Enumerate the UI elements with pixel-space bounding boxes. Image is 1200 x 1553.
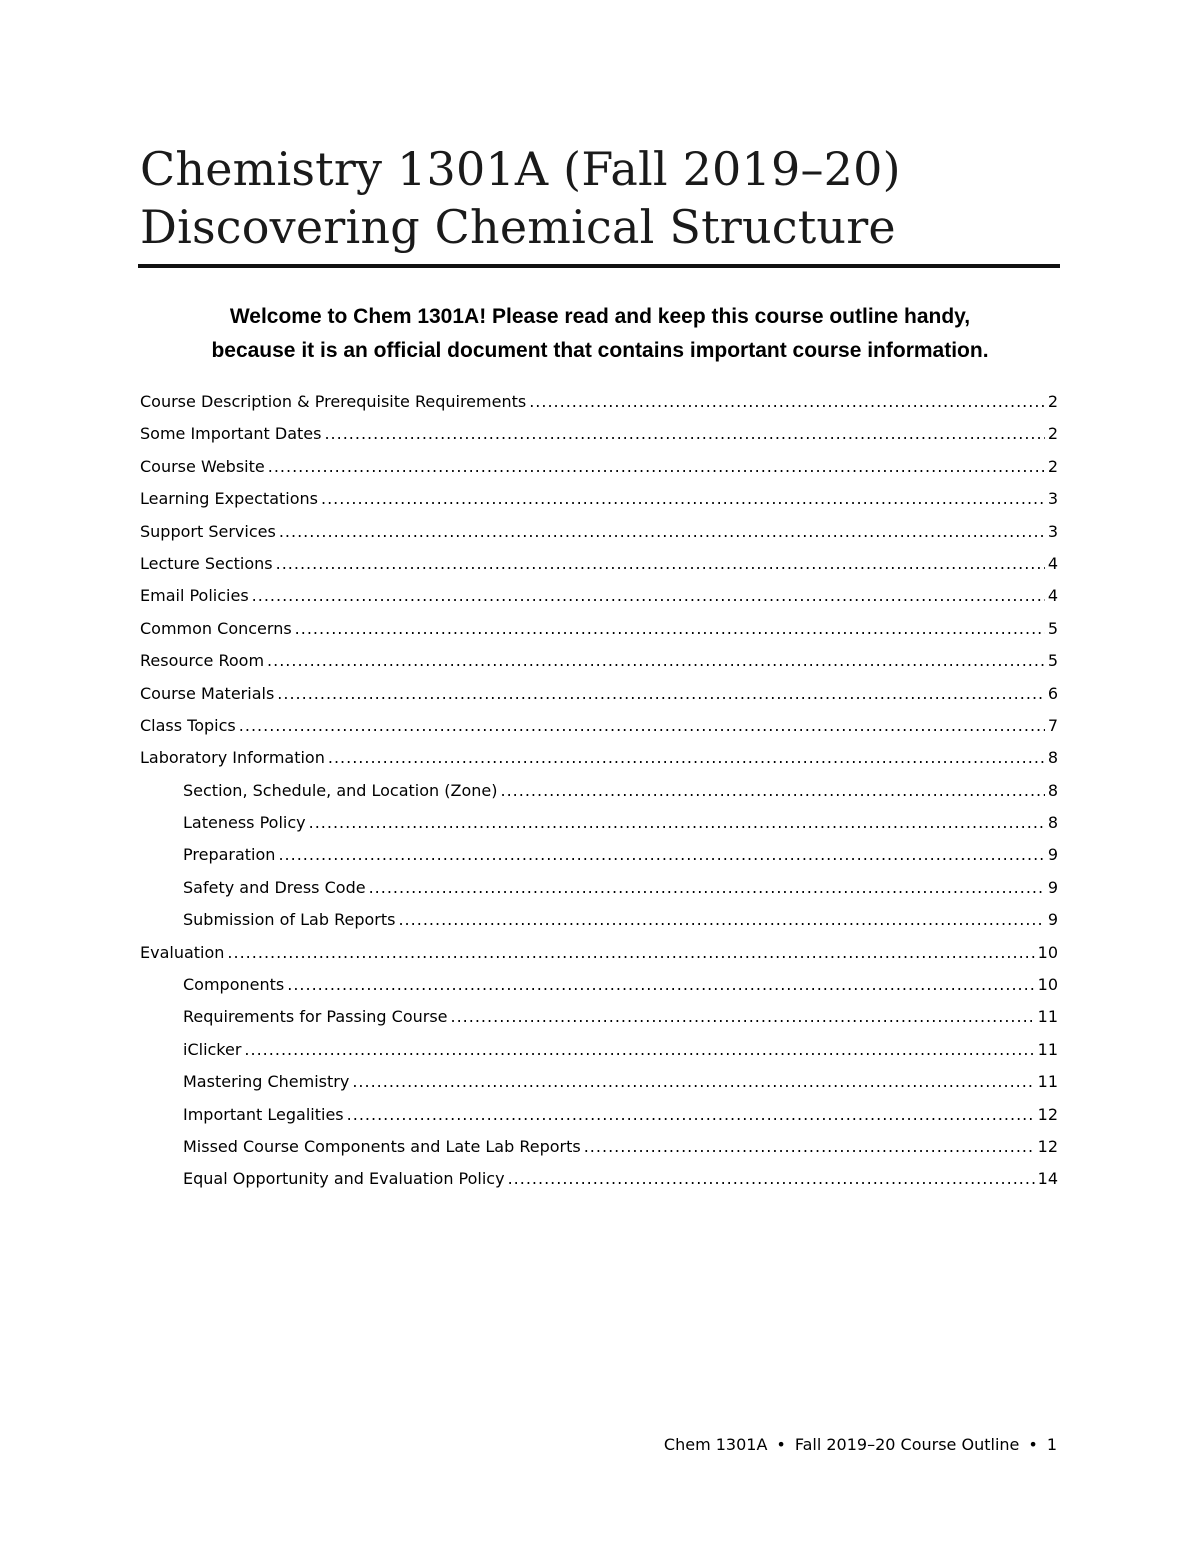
toc-dot-leader: [278, 839, 1044, 871]
toc-entry[interactable]: [140, 839, 1058, 871]
toc-dot-leader: [227, 937, 1034, 969]
toc-dot-leader: [252, 580, 1045, 612]
toc-entry[interactable]: [140, 807, 1058, 839]
toc-entry-page: 12: [1037, 1104, 1058, 1124]
toc-dot-leader: [347, 1099, 1035, 1131]
toc-entry[interactable]: [140, 645, 1058, 677]
toc-entry-title: Components: [183, 975, 285, 995]
toc-entry-page: 4: [1047, 553, 1058, 573]
footer-page-number: 1: [1046, 1435, 1057, 1454]
toc-entry[interactable]: [140, 969, 1058, 1001]
toc-entry-page: 4: [1047, 586, 1058, 606]
toc-dot-leader: [508, 1163, 1035, 1195]
toc-entry-title: Safety and Dress Code: [183, 877, 366, 897]
toc-entry-page: 12: [1037, 1136, 1058, 1156]
toc-entry-page: 8: [1047, 748, 1058, 768]
toc-entry[interactable]: [140, 516, 1058, 548]
toc-entry-page: 6: [1047, 683, 1058, 703]
toc-dot-leader: [324, 418, 1044, 450]
toc-dot-leader: [352, 1066, 1034, 1098]
title-line-course: Chemistry 1301A (Fall 2019–20): [140, 142, 901, 196]
welcome-line-2: because it is an official document that contains important course information.: [211, 339, 989, 362]
toc-entry[interactable]: [140, 678, 1058, 710]
toc-entry-page: 11: [1037, 1007, 1058, 1027]
toc-entry-page: 9: [1047, 910, 1058, 930]
toc-entry[interactable]: [140, 775, 1058, 807]
title-divider: [138, 264, 1060, 268]
toc-entry-page: 10: [1037, 942, 1058, 962]
toc-entry-title: Lecture Sections: [140, 553, 273, 573]
toc-entry-title: Course Materials: [140, 683, 275, 703]
toc-dot-leader: [321, 483, 1045, 515]
toc-entry-page: 5: [1047, 651, 1058, 671]
toc-entry-title: Evaluation: [140, 942, 225, 962]
toc-entry-title: Mastering Chemistry: [183, 1072, 350, 1092]
toc-dot-leader: [295, 613, 1045, 645]
toc-entry-page: 10: [1037, 975, 1058, 995]
toc-entry-page: 9: [1047, 877, 1058, 897]
toc-entry-title: Common Concerns: [140, 618, 292, 638]
toc-entry[interactable]: [140, 937, 1058, 969]
toc-entry-title: Important Legalities: [183, 1104, 344, 1124]
toc-entry[interactable]: [140, 580, 1058, 612]
toc-entry-title: Learning Expectations: [140, 489, 318, 509]
toc-entry[interactable]: [140, 483, 1058, 515]
toc-entry-title: Equal Opportunity and Evaluation Policy: [183, 1169, 505, 1189]
toc-dot-leader: [500, 775, 1044, 807]
toc-entry[interactable]: [140, 1099, 1058, 1131]
toc-entry-title: iClicker: [183, 1039, 242, 1059]
toc-entry-title: Resource Room: [140, 651, 265, 671]
toc-entry-page: 11: [1037, 1039, 1058, 1059]
toc-entry-page: 9: [1047, 845, 1058, 865]
toc-dot-leader: [239, 710, 1045, 742]
page-footer: [664, 1431, 1057, 1459]
toc-entry[interactable]: [140, 1034, 1058, 1066]
toc-entry-title: Lateness Policy: [183, 813, 306, 833]
toc-dot-leader: [398, 904, 1044, 936]
toc-entry-page: 11: [1037, 1072, 1058, 1092]
toc-dot-leader: [309, 807, 1045, 839]
toc-entry[interactable]: [140, 872, 1058, 904]
toc-dot-leader: [584, 1131, 1035, 1163]
toc-entry-page: 8: [1047, 780, 1058, 800]
toc-dot-leader: [268, 451, 1045, 483]
footer-term: Fall 2019–20 Course Outline: [794, 1435, 1020, 1454]
toc-entry[interactable]: [140, 710, 1058, 742]
toc-entry-title: Email Policies: [140, 586, 249, 606]
toc-entry[interactable]: [140, 742, 1058, 774]
toc-dot-leader: [244, 1034, 1034, 1066]
toc-entry-page: 5: [1047, 618, 1058, 638]
toc-dot-leader: [328, 742, 1045, 774]
welcome-message: [140, 300, 1060, 368]
toc-entry[interactable]: [140, 1131, 1058, 1163]
title-line-subtitle: Discovering Chemical Structure: [140, 200, 896, 254]
table-of-contents: [140, 386, 1058, 1196]
toc-entry-title: Section, Schedule, and Location (Zone): [183, 780, 498, 800]
footer-separator-1: •: [776, 1435, 786, 1454]
toc-entry[interactable]: [140, 418, 1058, 450]
toc-entry-title: Some Important Dates: [140, 424, 322, 444]
toc-entry[interactable]: [140, 1163, 1058, 1195]
welcome-line-1: Welcome to Chem 1301A! Please read and keep this course outline handy,: [229, 305, 971, 328]
toc-dot-leader: [287, 969, 1034, 1001]
toc-entry-title: Support Services: [140, 521, 276, 541]
toc-entry-page: 7: [1047, 715, 1058, 735]
document-title: [140, 140, 1060, 256]
toc-dot-leader: [267, 645, 1045, 677]
footer-course: Chem 1301A: [663, 1435, 768, 1454]
toc-entry[interactable]: [140, 386, 1058, 418]
toc-entry-title: Submission of Lab Reports: [183, 910, 396, 930]
toc-dot-leader: [369, 872, 1045, 904]
toc-entry-title: Preparation: [183, 845, 276, 865]
toc-dot-leader: [451, 1001, 1035, 1033]
toc-dot-leader: [277, 678, 1045, 710]
toc-entry-page: 14: [1037, 1169, 1058, 1189]
toc-dot-leader: [276, 548, 1045, 580]
toc-entry[interactable]: [140, 613, 1058, 645]
toc-entry[interactable]: [140, 1066, 1058, 1098]
toc-entry-title: Requirements for Passing Course: [183, 1007, 448, 1027]
toc-entry-page: 2: [1047, 392, 1058, 411]
toc-entry-page: 3: [1047, 521, 1058, 541]
toc-entry-page: 8: [1047, 813, 1058, 833]
toc-entry-title: Laboratory Information: [140, 748, 325, 768]
toc-entry-page: 3: [1047, 489, 1058, 509]
toc-entry[interactable]: [140, 548, 1058, 580]
toc-dot-leader: [279, 516, 1045, 548]
toc-entry-page: 2: [1047, 424, 1058, 444]
toc-entry-title: Class Topics: [140, 715, 236, 735]
toc-entry[interactable]: [140, 904, 1058, 936]
toc-dot-leader: [529, 386, 1045, 418]
toc-entry-title: Missed Course Components and Late Lab Reports: [183, 1136, 581, 1156]
toc-entry-page: 2: [1047, 456, 1058, 476]
toc-entry-title: Course Website: [140, 456, 265, 476]
toc-entry[interactable]: [140, 1001, 1058, 1033]
footer-separator-2: •: [1028, 1435, 1038, 1454]
toc-entry-title: Course Description & Prerequisite Requirements: [140, 392, 527, 411]
toc-entry[interactable]: [140, 451, 1058, 483]
